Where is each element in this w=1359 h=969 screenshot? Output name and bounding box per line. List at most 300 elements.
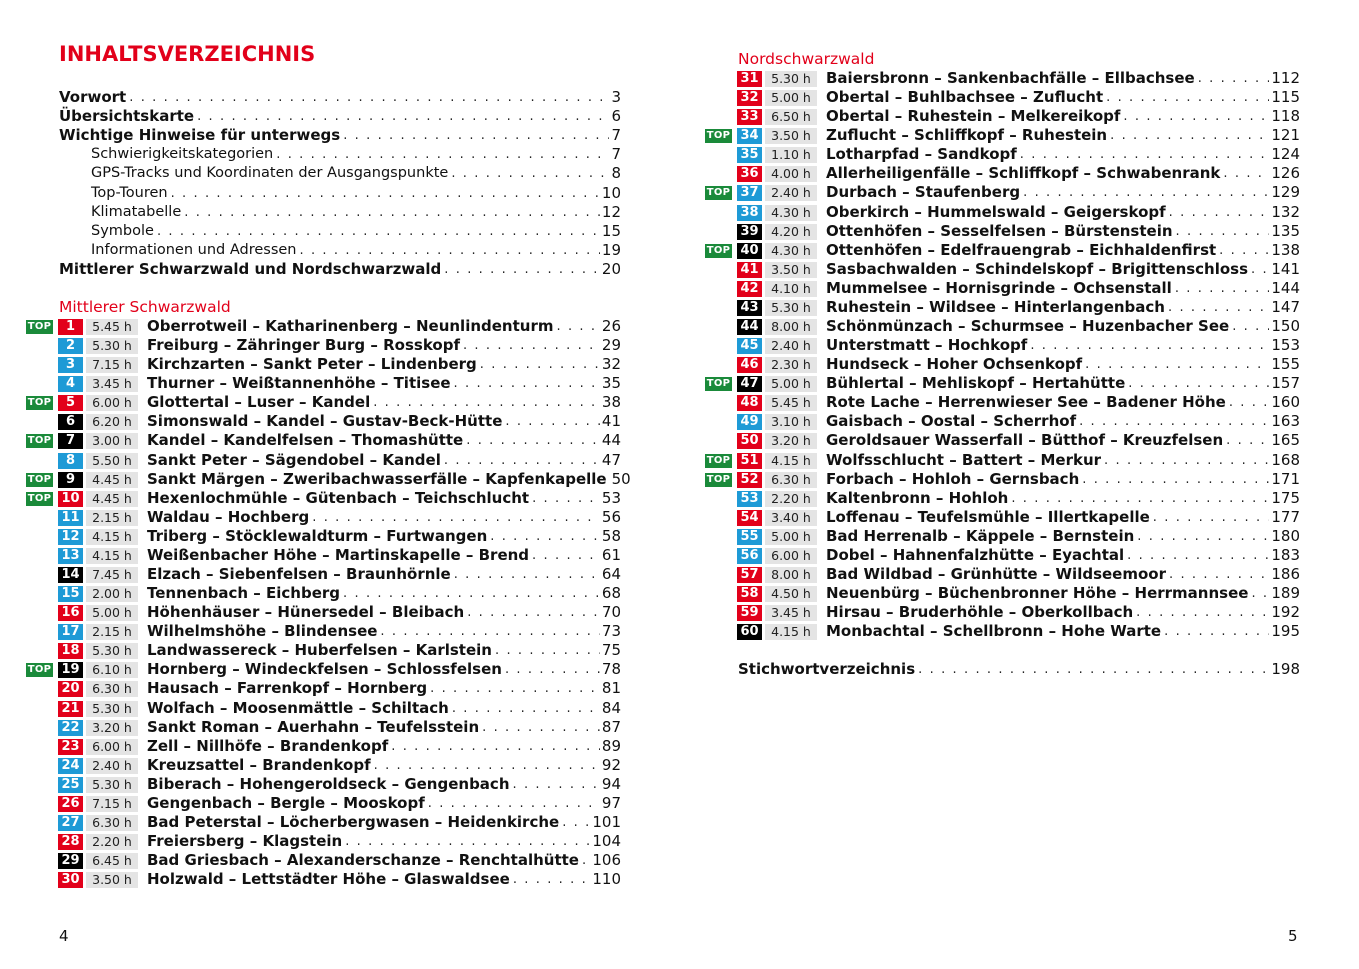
tour-name: Geroldsauer Wasserfall – Bütthof – Kreuzfelsen (826, 431, 1224, 450)
entry-page: 6 (611, 107, 621, 126)
tour-duration: 5.30 h (86, 777, 138, 793)
tour-row[interactable] (705, 298, 1300, 317)
tour-number-badge: 58 (737, 586, 762, 602)
tour-entry (147, 355, 621, 374)
entry-page: 3 (611, 88, 621, 107)
leader-dots (532, 546, 600, 565)
entry-label: Schwierigkeitskategorien (91, 146, 274, 163)
contents-entry[interactable] (59, 126, 621, 145)
leader-dots (1030, 336, 1269, 355)
tour-row[interactable] (705, 260, 1300, 279)
tour-duration: 6.45 h (86, 853, 138, 869)
tour-entry (147, 584, 621, 603)
tour-page: 155 (1271, 355, 1300, 374)
tour-number-badge: 19 (58, 662, 83, 678)
tour-row[interactable] (705, 241, 1300, 260)
leader-dots (1219, 241, 1269, 260)
leader-dots (1137, 527, 1269, 546)
tour-name: Hornberg – Windeckfelsen – Schlossfelsen (147, 660, 502, 679)
tour-name: Wolfach – Moosenmättle – Schiltach (147, 698, 449, 717)
tour-name: Kreuzsattel – Brandenkopf (147, 755, 371, 774)
tour-row[interactable] (705, 412, 1300, 431)
tour-entry (147, 813, 621, 832)
tour-duration: 2.20 h (765, 491, 817, 507)
entry-label: Wichtige Hinweise für unterwegs (59, 126, 341, 145)
tour-row[interactable] (26, 699, 621, 718)
index-entry[interactable] (738, 660, 1300, 679)
leader-dots (1106, 88, 1269, 107)
tour-name: Kaltenbronn – Hohloh (826, 488, 1009, 507)
tour-number-badge: 60 (737, 624, 762, 640)
tour-entry (826, 203, 1300, 222)
tour-page: 50 (611, 469, 631, 488)
tour-number-badge: 24 (58, 758, 83, 774)
tour-name: Hirsau – Bruderhöhle – Oberkollbach (826, 603, 1134, 622)
tour-number-badge: 46 (737, 357, 762, 373)
tour-row[interactable] (26, 527, 621, 546)
contents-entry[interactable] (59, 203, 621, 222)
tour-duration: 3.50 h (86, 872, 138, 888)
tour-row[interactable] (26, 584, 621, 603)
tour-name: Bad Peterstal – Löcherbergwasen – Heidenkirche (147, 813, 560, 832)
tour-row[interactable] (26, 660, 621, 679)
tour-duration: 5.00 h (765, 90, 817, 106)
tour-name: Freiburg – Zähringer Burg – Rosskopf (147, 336, 460, 355)
tour-number-badge: 20 (58, 681, 83, 697)
top-badge: TOP (706, 454, 731, 466)
tour-page: 132 (1271, 202, 1300, 221)
tour-page: 183 (1271, 545, 1300, 564)
leader-dots (1085, 355, 1269, 374)
tour-row[interactable] (26, 870, 621, 889)
tour-row[interactable] (26, 336, 621, 355)
tour-duration: 6.30 h (765, 472, 817, 488)
tour-row[interactable] (705, 451, 1300, 470)
leader-dots (373, 393, 600, 412)
tour-name: Elzach – Siebenfelsen – Braunhörnle (147, 565, 451, 584)
entry-page: 7 (611, 126, 621, 145)
entry-page: 19 (601, 240, 621, 259)
tour-name: Waldau – Hochberg (147, 507, 310, 526)
tour-duration: 3.45 h (86, 376, 138, 392)
tour-row[interactable] (26, 565, 621, 584)
leader-dots (300, 241, 600, 260)
tour-row[interactable] (26, 431, 621, 450)
tour-name: Obertal – Ruhestein – Melkereikopf (826, 107, 1121, 126)
leader-dots (466, 431, 600, 450)
tour-page: 104 (592, 832, 621, 851)
tour-page: 78 (601, 660, 621, 679)
tour-row[interactable] (26, 794, 621, 813)
entry-label: Symbole (91, 222, 154, 239)
tour-row[interactable] (26, 355, 621, 374)
tour-entry (147, 641, 621, 660)
leader-dots (505, 412, 600, 431)
tour-name: Biberach – Hohengeroldseck – Gengenbach (147, 774, 510, 793)
tour-duration: 2.30 h (765, 357, 817, 373)
tour-duration: 6.00 h (765, 548, 817, 564)
tour-entry (147, 527, 621, 546)
tour-name: Ottenhöfen – Sesselfelsen – Bürstenstein (826, 221, 1173, 240)
tour-row[interactable] (26, 622, 621, 641)
entry-label: Klimatabelle (91, 203, 182, 220)
top-badge: TOP (27, 321, 52, 332)
tour-number-badge: 2 (58, 338, 83, 354)
tour-row[interactable] (705, 470, 1300, 489)
tour-name: Weißenbacher Höhe – Martinskapelle – Brend (147, 545, 530, 564)
top-badge: TOP (706, 187, 731, 199)
tour-row[interactable] (705, 222, 1300, 241)
tour-number-badge: 33 (737, 109, 762, 125)
tour-page: 141 (1271, 259, 1300, 278)
leader-dots (1153, 508, 1270, 527)
tour-number-badge: 30 (58, 872, 83, 888)
tour-entry (147, 374, 621, 393)
tour-name: Zell – Nillhöfe – Brandenkopf (147, 736, 389, 755)
tour-name: Rote Lache – Herrenwieser See – Badener Höhe (826, 393, 1226, 412)
index-page: 198 (1271, 660, 1300, 679)
contents-entry[interactable] (59, 145, 621, 164)
tour-number-badge: 50 (737, 433, 762, 449)
leader-dots (1169, 565, 1269, 584)
tour-page: 171 (1271, 469, 1300, 488)
leader-dots (374, 756, 600, 775)
tour-page: 177 (1271, 507, 1300, 526)
tour-row[interactable] (705, 126, 1300, 145)
index-label: Stichwortverzeichnis (738, 660, 916, 679)
leader-dots (1229, 393, 1270, 412)
tour-number-badge: 29 (58, 853, 83, 869)
tour-row[interactable] (705, 393, 1300, 412)
tour-number-badge: 1 (58, 319, 83, 335)
tour-page: 138 (1271, 240, 1300, 259)
tour-page: 97 (601, 793, 621, 812)
tour-row[interactable] (26, 718, 621, 737)
tour-row[interactable] (705, 431, 1300, 450)
leader-dots (197, 107, 609, 126)
tour-row[interactable] (26, 374, 621, 393)
entry-label: GPS-Tracks und Koordinaten der Ausgangspunkte (91, 165, 449, 182)
leader-dots (1164, 622, 1269, 641)
tour-row[interactable] (26, 451, 621, 470)
entry-page: 8 (611, 164, 621, 183)
tour-name: Mummelsee – Hornisgrinde – Ochsenstall (826, 278, 1172, 297)
contents-entry[interactable] (59, 164, 621, 183)
tour-duration: 8.00 h (765, 567, 817, 583)
tour-entry (826, 412, 1300, 431)
tour-entry (147, 832, 621, 851)
leader-dots (1175, 279, 1270, 298)
top-badge: TOP (27, 435, 52, 447)
tour-row[interactable] (26, 546, 621, 565)
leader-dots (1198, 69, 1270, 88)
tour-name: Thurner – Weißtannenhöhe – Titisee (147, 374, 451, 393)
tour-row[interactable] (705, 374, 1300, 393)
top-badge: TOP (27, 397, 52, 409)
tour-entry (826, 145, 1300, 164)
tour-name: Sasbachwalden – Schindelskopf – Brigittenschloss (826, 259, 1249, 278)
tour-page: 163 (1271, 412, 1300, 431)
tour-row[interactable] (705, 546, 1300, 565)
tour-entry (147, 679, 621, 698)
entry-label: Informationen und Adressen (91, 241, 297, 258)
tour-entry (147, 508, 621, 527)
tour-page: 92 (601, 755, 621, 774)
tour-number-badge: 3 (58, 357, 83, 373)
tour-row[interactable] (26, 469, 631, 489)
tour-row[interactable] (26, 412, 621, 431)
tour-entry (826, 336, 1300, 355)
tour-entry (826, 183, 1300, 202)
tour-entry (826, 260, 1300, 279)
top-badge: TOP (706, 244, 731, 256)
tour-name: Gaisbach – Oostal – Scherrhof (826, 412, 1077, 431)
tour-row[interactable] (26, 508, 621, 527)
tour-row[interactable] (705, 145, 1300, 164)
tour-duration: 7.15 h (86, 796, 138, 812)
tour-duration: 5.30 h (86, 643, 138, 659)
tour-entry (826, 508, 1300, 527)
tour-number-badge: 9 (58, 472, 83, 488)
leader-dots (1082, 470, 1269, 489)
tour-page: 160 (1271, 393, 1300, 412)
tour-row[interactable] (705, 508, 1300, 527)
leader-dots (482, 718, 600, 737)
tour-page: 94 (601, 774, 621, 793)
tour-name: Freiersberg – Klagstein (147, 832, 343, 851)
tour-row[interactable] (705, 603, 1300, 622)
tour-entry (826, 431, 1300, 450)
tour-row[interactable] (26, 317, 621, 336)
contents-entry[interactable] (59, 88, 621, 107)
tour-page: 135 (1271, 221, 1300, 240)
entry-label: Mittlerer Schwarzwald und Nordschwarzwald (59, 259, 442, 278)
contents-entry[interactable] (59, 260, 621, 279)
entry-label: Vorwort (59, 88, 127, 107)
tour-page: 106 (592, 851, 621, 870)
tour-name: Hundseck – Hoher Ochsenkopf (826, 355, 1083, 374)
leader-dots (1226, 431, 1269, 450)
tour-name: Obertal – Buhlbachsee – Zuflucht (826, 88, 1104, 107)
tour-number-badge: 44 (737, 319, 762, 335)
tour-name: Simonswald – Kandel – Gustav-Beck-Hütte (147, 412, 503, 431)
tour-number-badge: 45 (737, 338, 762, 354)
tour-entry (826, 470, 1300, 489)
tour-row[interactable] (705, 69, 1300, 88)
tour-name: Sankt Märgen – Zweribachwasserfälle – Kapfenkapelle (147, 469, 607, 488)
tour-row[interactable] (705, 203, 1300, 222)
tour-row[interactable] (705, 164, 1300, 183)
tour-name: Oberkirch – Hummelswald – Geigerskopf (826, 202, 1166, 221)
leader-dots (1127, 546, 1269, 565)
tour-number-badge: 26 (58, 796, 83, 812)
leader-dots (918, 660, 1269, 679)
tour-page: 147 (1271, 297, 1300, 316)
tour-duration: 3.20 h (86, 720, 138, 736)
tour-row[interactable] (705, 355, 1300, 374)
tour-name: Gengenbach – Bergle – Mooskopf (147, 793, 425, 812)
tour-entry (826, 393, 1300, 412)
tour-number-badge: 34 (737, 128, 762, 144)
contents-entry[interactable] (59, 183, 621, 202)
tour-duration: 6.30 h (86, 681, 138, 697)
tour-page: 110 (592, 870, 621, 889)
tour-page: 84 (601, 698, 621, 717)
tour-name: Forbach – Hohloh – Gernsbach (826, 469, 1080, 488)
tour-name: Sankt Peter – Sägendobel – Kandel (147, 450, 441, 469)
tour-list-nord (705, 69, 1300, 641)
tour-number-badge: 52 (737, 472, 762, 488)
tour-number-badge: 6 (58, 414, 83, 430)
leader-dots (345, 832, 590, 851)
tour-duration: 4.20 h (765, 224, 817, 240)
contents-entry[interactable] (59, 241, 621, 260)
tour-duration: 3.00 h (86, 433, 138, 449)
leader-dots (1223, 164, 1269, 183)
tour-name: Bad Herrenalb – Käppele – Bernstein (826, 526, 1135, 545)
leader-dots (463, 336, 600, 355)
tour-entry (147, 603, 621, 622)
tour-entry (826, 222, 1300, 241)
tour-number-badge: 40 (737, 243, 762, 259)
tour-number-badge: 49 (737, 414, 762, 430)
leader-dots (562, 813, 590, 832)
tour-page: 121 (1271, 126, 1300, 145)
leader-dots (532, 489, 600, 508)
tour-row[interactable] (705, 622, 1300, 641)
leader-dots (556, 317, 599, 336)
tour-entry (147, 469, 631, 489)
tour-row[interactable] (705, 317, 1300, 336)
tour-number-badge: 35 (737, 147, 762, 163)
tour-name: Bühlertal – Mehliskopf – Hertahütte (826, 374, 1126, 393)
entry-page: 7 (611, 145, 621, 164)
tour-row[interactable] (26, 679, 621, 698)
tour-page: 70 (601, 603, 621, 622)
tour-entry (826, 317, 1300, 336)
tour-row[interactable] (26, 851, 621, 870)
tour-name: Bad Griesbach – Alexanderschanze – Renchtalhütte (147, 851, 579, 870)
leader-dots (444, 260, 600, 279)
tour-row[interactable] (26, 832, 621, 851)
tour-row[interactable] (705, 279, 1300, 298)
tour-row[interactable] (705, 489, 1300, 508)
tour-duration: 8.00 h (765, 319, 817, 335)
tour-duration: 2.00 h (86, 586, 138, 602)
tour-entry (147, 737, 621, 756)
entry-label: Übersichtskarte (59, 107, 195, 126)
tour-page: 168 (1271, 450, 1300, 469)
tour-number-badge: 21 (58, 701, 83, 717)
tour-name: Kandel – Kandelfelsen – Thomashütte (147, 431, 464, 450)
tour-duration: 4.30 h (765, 243, 817, 259)
tour-row[interactable] (26, 489, 621, 508)
tour-duration: 3.10 h (765, 414, 817, 430)
tour-row[interactable] (705, 183, 1300, 202)
page-title: INHALTSVERZEICHNIS (59, 42, 316, 66)
tour-name: Dobel – Hahnenfalzhütte – Eyachtal (826, 545, 1125, 564)
leader-dots (1123, 107, 1269, 126)
leader-dots (343, 584, 600, 603)
tour-name: Loffenau – Teufelsmühle – Illertkapelle (826, 507, 1150, 526)
tour-entry (147, 775, 621, 794)
tour-page: 35 (601, 374, 621, 393)
tour-page: 192 (1271, 603, 1300, 622)
tour-duration: 3.40 h (765, 510, 817, 526)
tour-name: Zuflucht – Schliffkopf – Ruhestein (826, 126, 1108, 145)
leader-dots (490, 527, 600, 546)
tour-row[interactable] (26, 756, 621, 775)
tour-name: Allerheiligenfälle – Schliffkopf – Schwabenrank (826, 164, 1221, 183)
tour-entry (826, 355, 1300, 374)
tour-row[interactable] (26, 813, 621, 832)
tour-entry (147, 851, 621, 870)
leader-dots (1128, 374, 1269, 393)
tour-duration: 2.40 h (765, 338, 817, 354)
tour-page: 180 (1271, 526, 1300, 545)
tour-entry (147, 546, 621, 565)
tour-row[interactable] (705, 107, 1300, 126)
tour-page: 175 (1271, 488, 1300, 507)
tour-duration: 5.00 h (765, 529, 817, 545)
tour-row[interactable] (705, 565, 1300, 584)
tour-page: 124 (1271, 145, 1300, 164)
tour-duration: 2.40 h (86, 758, 138, 774)
tour-row[interactable] (705, 584, 1300, 603)
tour-number-badge: 54 (737, 510, 762, 526)
leader-dots (312, 508, 600, 527)
tour-page: 44 (601, 431, 621, 450)
tour-duration: 4.45 h (86, 472, 138, 488)
tour-duration: 2.15 h (86, 624, 138, 640)
tour-duration: 3.50 h (765, 262, 817, 278)
tour-row[interactable] (705, 527, 1300, 546)
contents-entry[interactable] (59, 107, 621, 126)
tour-entry (826, 279, 1300, 298)
top-badge: TOP (706, 130, 731, 142)
tour-entry (147, 451, 621, 470)
tour-duration: 2.40 h (765, 185, 817, 201)
leader-dots (1104, 451, 1269, 470)
entry-page: 15 (601, 221, 621, 240)
tour-row[interactable] (26, 641, 621, 660)
tour-duration: 5.50 h (86, 453, 138, 469)
tour-number-badge: 38 (737, 205, 762, 221)
section-title-nord: Nordschwarzwald (738, 50, 875, 68)
leader-dots (1168, 298, 1269, 317)
leader-dots (276, 145, 609, 164)
tour-row[interactable] (26, 603, 621, 622)
tour-row[interactable] (705, 88, 1300, 107)
tour-page: 118 (1271, 107, 1300, 126)
tour-entry (147, 699, 621, 718)
tour-duration: 4.10 h (765, 281, 817, 297)
top-badge: TOP (27, 473, 52, 485)
contents-entry[interactable] (59, 222, 621, 241)
tour-row[interactable] (26, 737, 621, 756)
leader-dots (495, 641, 600, 660)
tour-entry (147, 412, 621, 431)
entry-label: Top-Touren (91, 184, 168, 201)
tour-entry (826, 489, 1300, 508)
tour-name: Kirchzarten – Sankt Peter – Lindenberg (147, 355, 477, 374)
page-number-right: 5 (1288, 927, 1298, 945)
tour-row[interactable] (26, 393, 621, 412)
leader-dots (1079, 412, 1269, 431)
tour-row[interactable] (705, 336, 1300, 355)
tour-row[interactable] (26, 775, 621, 794)
leader-dots (1110, 126, 1269, 145)
